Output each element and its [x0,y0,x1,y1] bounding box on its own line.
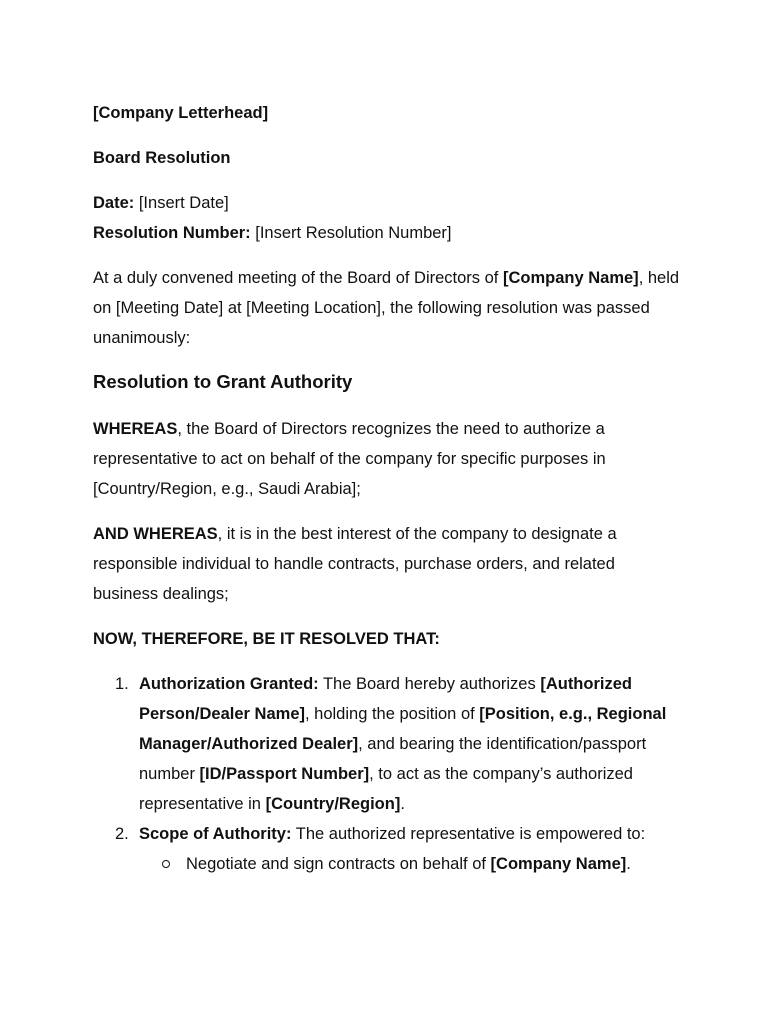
intro-company-name: [Company Name] [502,269,639,287]
date-label: Date: [93,194,135,212]
item-number: 1. [115,675,129,693]
resolution-item-2: 2. Scope of Authority: The authorized representative is empowered to: Negotiate and sign contracts on behalf of [Company Name]. [139,819,683,879]
resolution-meta [93,188,683,248]
company-letterhead: [Company Letterhead] [93,104,269,122]
item-number: 2. [115,825,129,843]
whereas-paragraph-2: AND WHEREAS, it is in the best interest of the company to designate a responsible individual to handle contracts, purchase orders, and related business dealings; [93,525,617,603]
document-page [93,98,683,879]
resolution-items-list [93,669,683,879]
intro-paragraph: At a duly convened meeting of the Board of Directors of [Company Name], held on [Meeting Date] at [Meeting Location], the following resolution was passed unanimously: [93,269,680,347]
item-heading: Scope of Authority: [139,825,292,843]
item-heading: Authorization Granted: [139,675,319,693]
resolution-number-line [93,218,683,248]
resolved-heading: NOW, THEREFORE, BE IT RESOLVED THAT: [93,630,440,648]
resolution-number-value: [Insert Resolution Number] [250,224,452,242]
resolution-item-1: 1. Authorization Granted: The Board hereby authorizes [Authorized Person/Dealer Name], holding the position of [Position, e.g., Regional Manager/Authorized Dealer], and bearing the identification/passport number [ID/Passport Number], to act as the company’s authorized representative in [Country/Region]. [139,669,683,819]
date-line [93,188,683,218]
date-value: [Insert Date] [134,194,229,212]
scope-subitem: Negotiate and sign contracts on behalf of [Company Name]. [186,849,683,879]
document-title: Board Resolution [93,149,231,167]
scope-sublist [139,849,683,879]
resolution-number-label: Resolution Number: [93,224,251,242]
section-heading: Resolution to Grant Authority [93,371,353,392]
whereas-paragraph-1: WHEREAS, the Board of Directors recognizes the need to authorize a representative to act on behalf of the company for specific purposes in [Country/Region, e.g., Saudi Arabia]; [93,420,606,498]
hollow-bullet-icon [162,860,170,868]
